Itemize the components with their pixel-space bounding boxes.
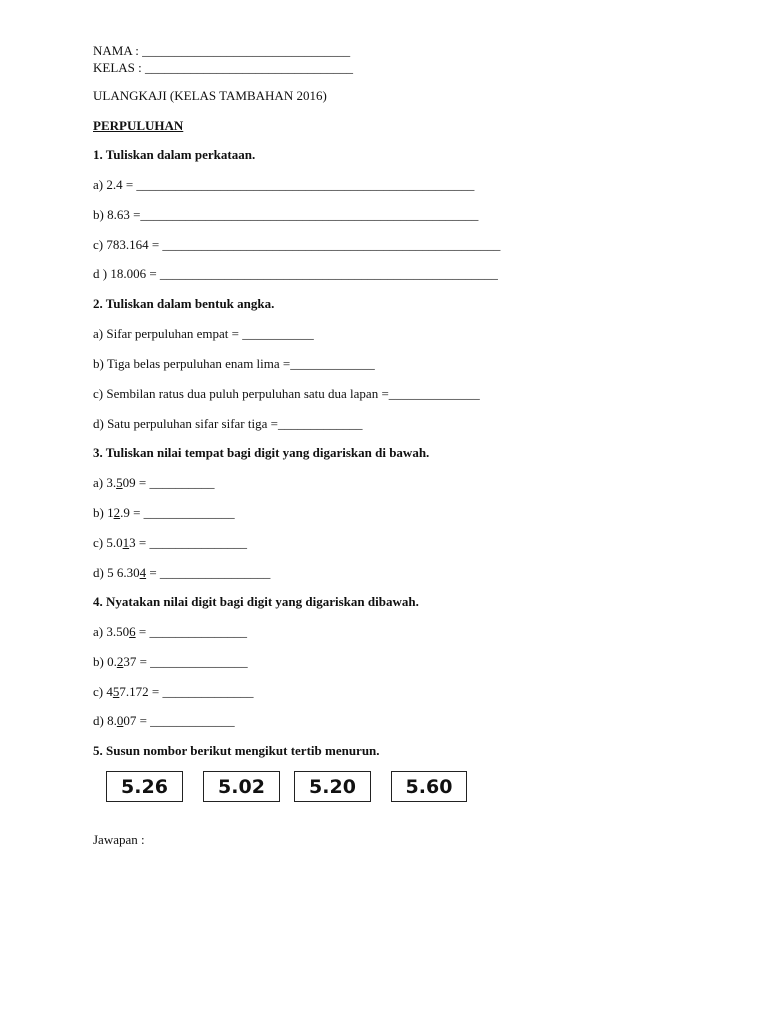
q4-a-underlined-digit: 6: [129, 624, 136, 639]
q3-item-c[interactable]: [93, 535, 247, 551]
answer-label[interactable]: Jawapan :: [93, 832, 145, 847]
worksheet-title: ULANGKAJI (KELAS TAMBAHAN 2016): [93, 88, 327, 103]
number-box-2: 5.02: [203, 771, 280, 802]
q2-item-a[interactable]: a) Sifar perpuluhan empat = ___________: [93, 326, 314, 341]
q4-heading: 4. Nyatakan nilai digit bagi digit yang digariskan dibawah.: [93, 594, 419, 609]
q1-item-b[interactable]: b) 8.63 =____________________________________________________: [93, 207, 479, 222]
number-box-3: 5.20: [294, 771, 371, 802]
q5-heading: 5. Susun nombor berikut mengikut tertib menurun.: [93, 743, 380, 758]
q4-d-underlined-digit: 0: [116, 713, 124, 728]
number-box-1: 5.26: [106, 771, 183, 802]
q4-b-text: b) 0.: [93, 654, 117, 669]
q4-a-text: a) 3.50: [93, 624, 130, 639]
q1-item-d[interactable]: d ) 18.006 = ____________________________________________________: [93, 266, 498, 281]
nama-field[interactable]: NAMA : ________________________________: [93, 43, 351, 58]
q4-a-blank: = _______________: [135, 624, 247, 639]
number-box-4: 5.60: [391, 771, 467, 802]
q2-item-d[interactable]: d) Satu perpuluhan sifar sifar tiga =_____________: [93, 416, 363, 431]
q4-d-text: d) 8.: [93, 713, 117, 728]
q4-b-underlined-digit: 2: [116, 654, 124, 669]
q3-a-text: a) 3.: [93, 475, 117, 490]
q4-item-c[interactable]: [93, 684, 253, 700]
q3-c-blank: 3 = _______________: [129, 535, 247, 550]
q1-heading: 1. Tuliskan dalam perkataan.: [93, 147, 256, 162]
q1-item-c[interactable]: c) 783.164 = ____________________________________________________: [93, 237, 501, 252]
q2-item-b[interactable]: b) Tiga belas perpuluhan enam lima =_____________: [93, 356, 375, 371]
kelas-field[interactable]: KELAS : ________________________________: [93, 60, 353, 75]
q3-item-d[interactable]: [93, 565, 270, 581]
q4-c-text: c) 4: [93, 684, 113, 699]
q3-d-text: d) 5 6.30: [93, 565, 140, 580]
q4-item-d[interactable]: [93, 713, 235, 729]
q2-item-c[interactable]: c) Sembilan ratus dua puluh perpuluhan satu dua lapan =______________: [93, 386, 480, 401]
q3-b-text: b) 1: [93, 505, 114, 520]
q4-item-a[interactable]: [93, 624, 247, 640]
q3-d-underlined-digit: 4: [139, 565, 147, 580]
q4-d-blank: 07 = _____________: [123, 713, 235, 728]
q1-item-a[interactable]: a) 2.4 = ____________________________________________________: [93, 177, 475, 192]
q4-c-blank: 7.172 = ______________: [119, 684, 254, 699]
q4-item-b[interactable]: [93, 654, 248, 670]
q3-item-a[interactable]: [93, 475, 214, 491]
q2-heading: 2. Tuliskan dalam bentuk angka.: [93, 296, 275, 311]
q3-a-blank: 09 = __________: [122, 475, 215, 490]
q3-a-underlined-digit: 5: [116, 475, 123, 490]
q3-heading: 3. Tuliskan nilai tempat bagi digit yang digariskan di bawah.: [93, 445, 430, 460]
q3-b-underlined-digit: 2: [113, 505, 121, 520]
q3-c-underlined-digit: 1: [122, 535, 130, 550]
q4-c-underlined-digit: 5: [112, 684, 120, 699]
q3-d-blank: = _________________: [146, 565, 271, 580]
q3-c-text: c) 5.0: [93, 535, 123, 550]
topic-heading: PERPULUHAN: [93, 118, 184, 133]
q3-b-blank: .9 = ______________: [120, 505, 235, 520]
q4-b-blank: 37 = _______________: [123, 654, 248, 669]
q3-item-b[interactable]: [93, 505, 235, 521]
